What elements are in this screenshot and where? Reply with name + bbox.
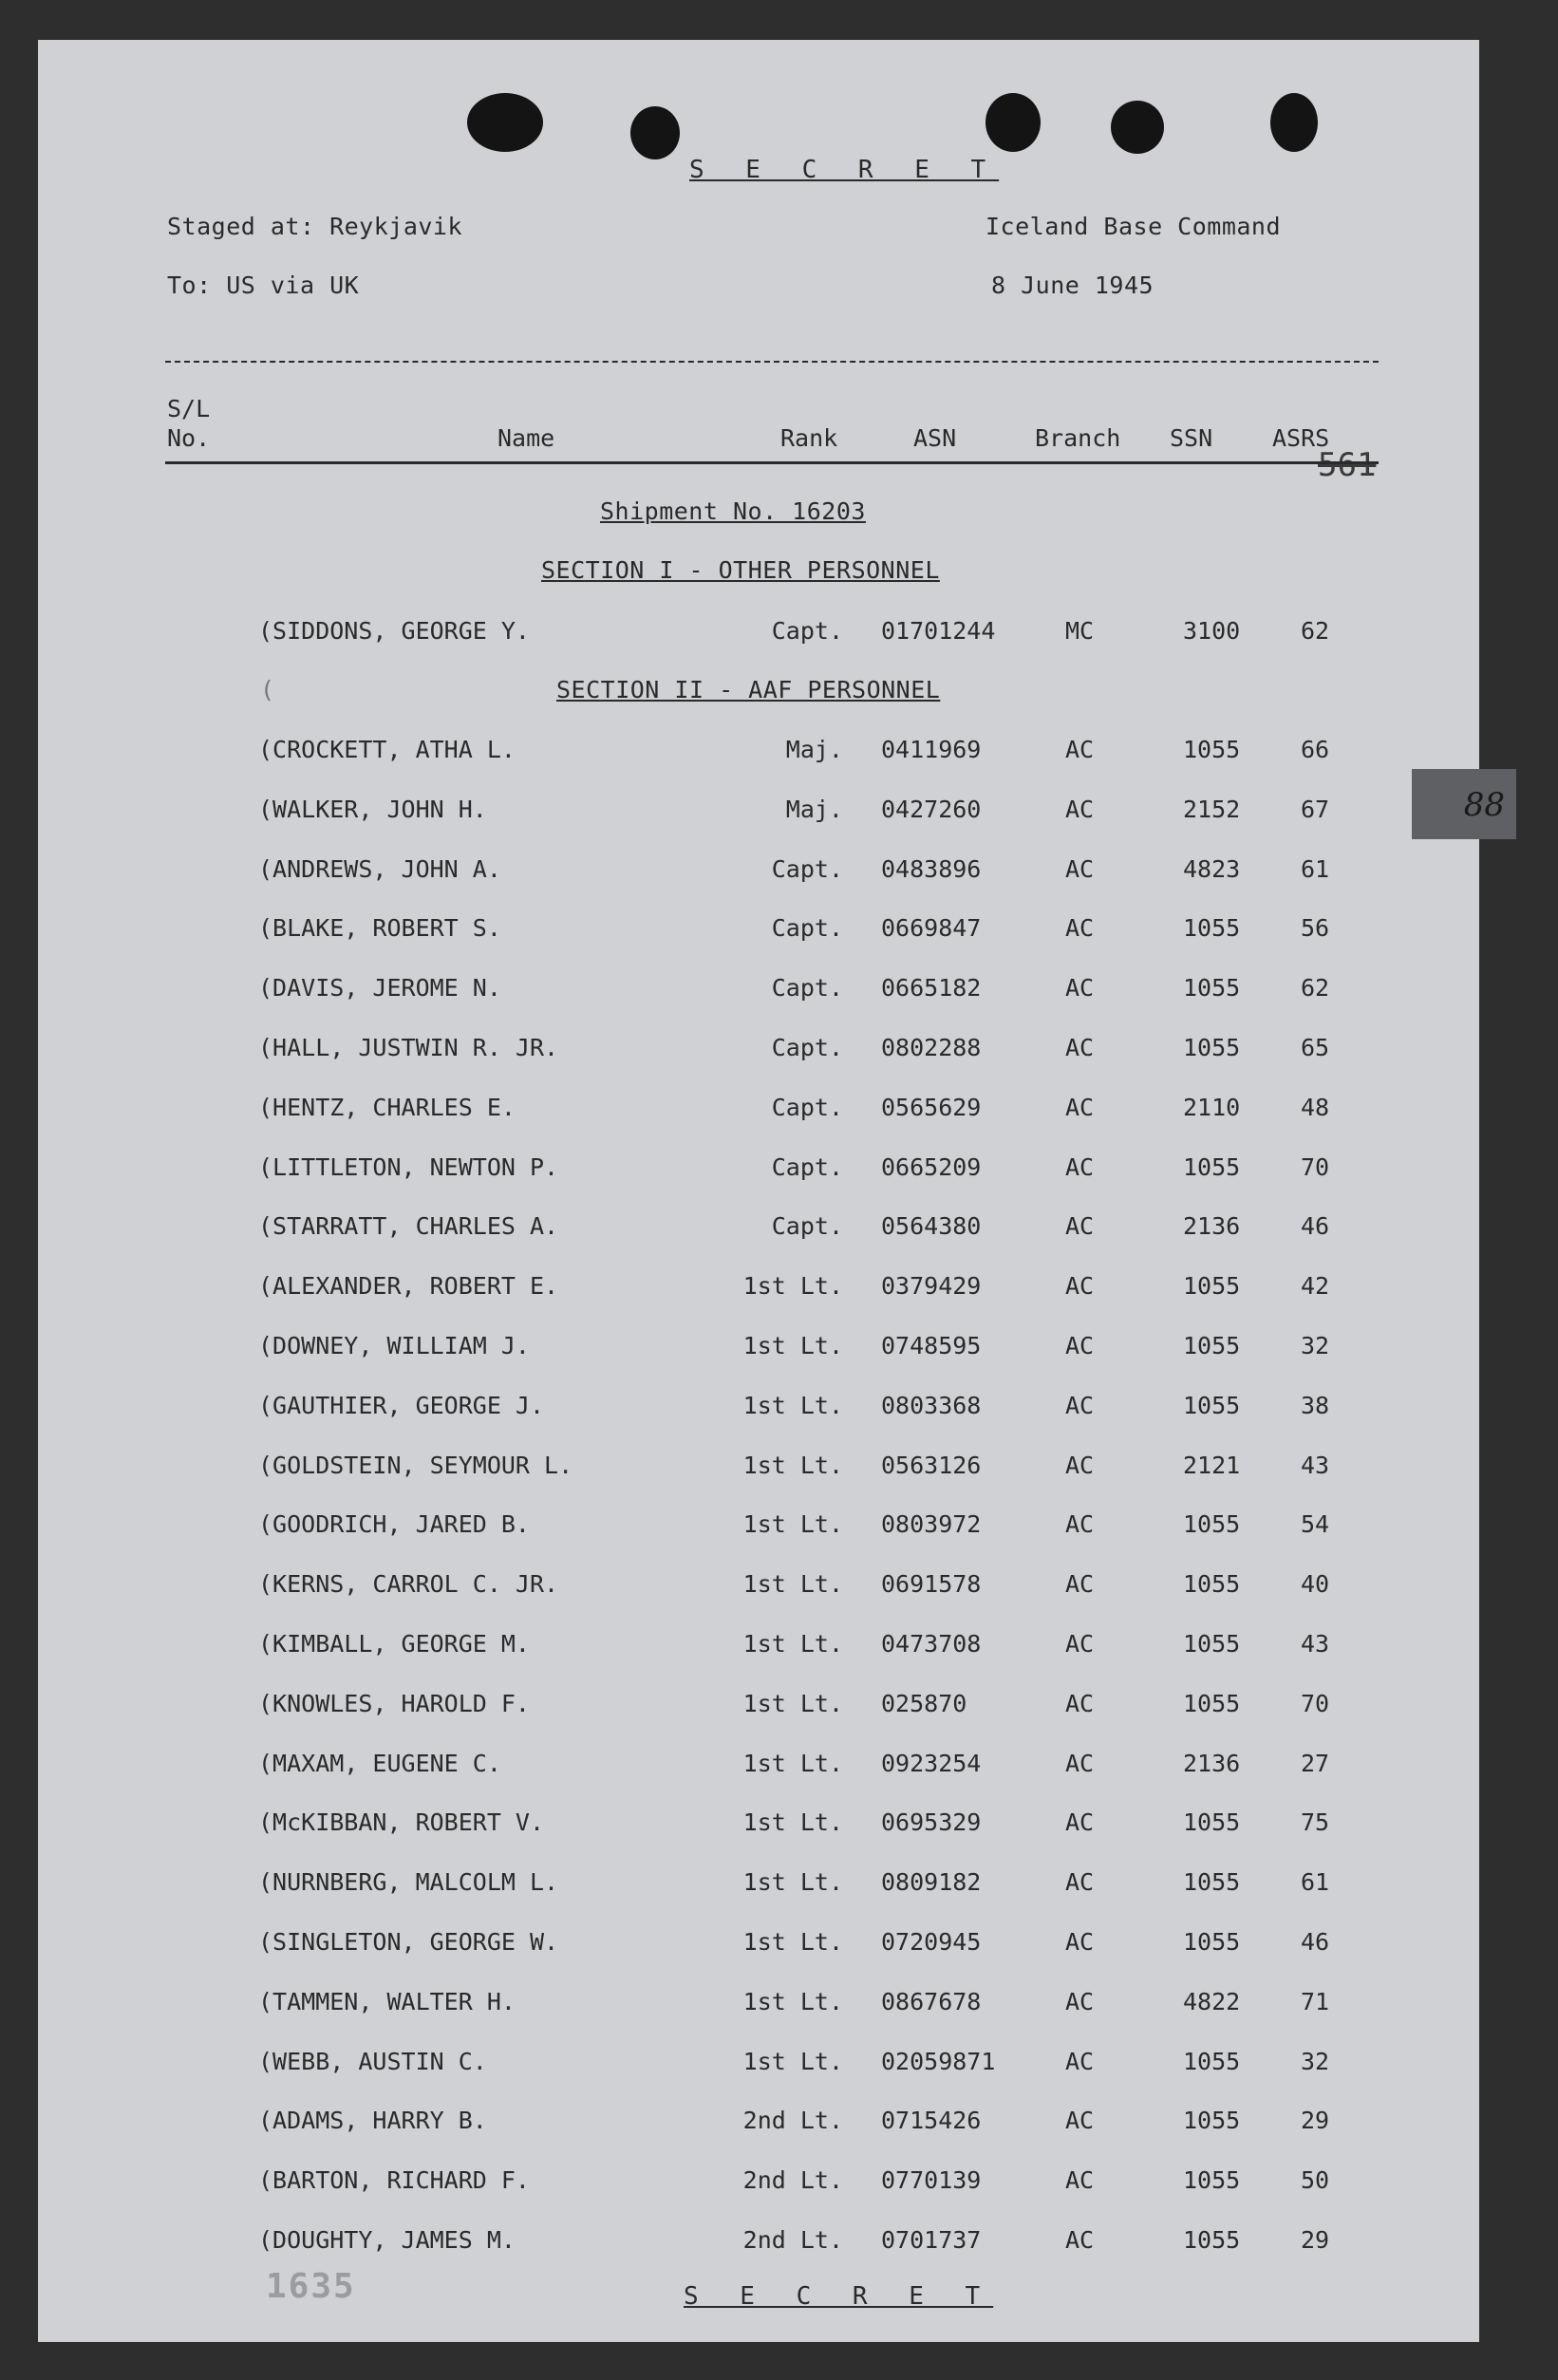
cell-name: (SINGLETON, GEORGE W. [258, 1928, 559, 1956]
col-asn-header: ASN [913, 424, 957, 452]
table-row [0, 796, 1558, 834]
cell-rank: 2nd Lt. [742, 2107, 843, 2135]
cell-asrs: 32 [1301, 2047, 1330, 2075]
cell-branch: AC [1065, 2226, 1095, 2254]
cell-rank: 1st Lt. [742, 1510, 843, 1539]
table-row [0, 1570, 1558, 1608]
header-solid-rule [165, 461, 1379, 464]
table-row [0, 1690, 1558, 1728]
cell-branch: AC [1065, 1987, 1095, 2015]
cell-ssn: 2121 [1183, 1451, 1241, 1479]
cell-name: (WEBB, AUSTIN C. [258, 2047, 487, 2075]
cell-branch: AC [1065, 1212, 1095, 1241]
cell-rank: 1st Lt. [742, 1928, 843, 1956]
col-sl-bottom: No. [167, 424, 211, 452]
cell-name: (LITTLETON, NEWTON P. [258, 1153, 559, 1181]
cell-asn: 0809182 [881, 1868, 982, 1897]
table-row [0, 1750, 1558, 1788]
cell-asrs: 29 [1301, 2226, 1330, 2254]
cell-rank: 1st Lt. [742, 1689, 843, 1717]
table-row [0, 1272, 1558, 1310]
asrs-stamp: 561 [1318, 446, 1377, 484]
cell-branch: AC [1065, 736, 1095, 763]
cell-asrs: 62 [1301, 974, 1330, 1003]
cell-rank: 1st Lt. [742, 1808, 843, 1837]
cell-branch: AC [1065, 1034, 1095, 1061]
cell-name: (GOODRICH, JARED B. [258, 1510, 530, 1539]
cell-asn: 0411969 [881, 736, 982, 763]
cell-asn: 0473708 [881, 1630, 982, 1658]
cell-asn: 0665209 [881, 1153, 982, 1181]
cell-branch: AC [1065, 1272, 1095, 1301]
punch-hole [1270, 93, 1318, 152]
punch-hole [1111, 101, 1164, 154]
table-row [0, 617, 1558, 655]
cell-asn: 0803368 [881, 1391, 982, 1419]
cell-ssn: 1055 [1183, 2047, 1241, 2075]
table-row [0, 1392, 1558, 1430]
cell-rank: 1st Lt. [742, 1391, 843, 1419]
cell-branch: AC [1065, 854, 1095, 883]
punch-hole [630, 106, 680, 159]
table-row [0, 914, 1558, 952]
cell-rank: 1st Lt. [742, 1332, 843, 1359]
cell-ssn: 1055 [1183, 1510, 1241, 1539]
cell-branch: AC [1065, 1451, 1095, 1479]
page-number-tab [1412, 769, 1516, 839]
cell-rank: Capt. [771, 1212, 843, 1241]
cell-name: (MAXAM, EUGENE C. [258, 1749, 501, 1777]
cell-name: (STARRATT, CHARLES A. [258, 1212, 559, 1241]
cell-name: (NURNBERG, MALCOLM L. [258, 1868, 559, 1897]
cell-rank: Capt. [771, 1093, 843, 1121]
cell-asn: 0803972 [881, 1510, 982, 1539]
cell-ssn: 1055 [1183, 1034, 1241, 1061]
col-rank-header: Rank [780, 424, 838, 452]
cell-asrs: 43 [1301, 1630, 1330, 1658]
cell-rank: Capt. [771, 1153, 843, 1181]
cell-asn: 01701244 [881, 617, 996, 645]
table-row [0, 2226, 1558, 2264]
cell-branch: AC [1065, 1510, 1095, 1539]
cell-ssn: 4823 [1183, 854, 1241, 883]
cell-branch: AC [1065, 914, 1095, 943]
cell-asn: 0770139 [881, 2166, 982, 2195]
cell-ssn: 1055 [1183, 736, 1241, 763]
cell-ssn: 1055 [1183, 1630, 1241, 1658]
shipment-number: Shipment No. 16203 [600, 497, 866, 525]
cell-rank: Capt. [771, 1034, 843, 1061]
punch-hole [467, 93, 543, 152]
cell-name: (KNOWLES, HAROLD F. [258, 1689, 530, 1717]
command-label: Iceland Base Command [985, 213, 1282, 240]
cell-name: (TAMMEN, WALTER H. [258, 1987, 516, 2015]
cell-name: (CROCKETT, ATHA L. [258, 736, 516, 763]
cell-rank: 1st Lt. [742, 1570, 843, 1599]
cell-name: (ANDREWS, JOHN A. [258, 854, 501, 883]
cell-asrs: 27 [1301, 1749, 1330, 1777]
cell-asn: 0701737 [881, 2226, 982, 2254]
table-row [0, 2048, 1558, 2086]
cell-asn: 0564380 [881, 1212, 982, 1241]
header-dashed-rule [165, 361, 1379, 363]
cell-rank: 2nd Lt. [742, 2166, 843, 2195]
col-branch-header: Branch [1035, 424, 1121, 452]
cell-branch: AC [1065, 1391, 1095, 1419]
cell-asn: 0379429 [881, 1272, 982, 1301]
cell-rank: 1st Lt. [742, 2047, 843, 2075]
cell-asn: 0483896 [881, 854, 982, 883]
cell-asrs: 32 [1301, 1332, 1330, 1359]
table-row [0, 736, 1558, 774]
table-row [0, 1452, 1558, 1490]
destination-label: To: US via UK [167, 272, 360, 299]
cell-name: (SIDDONS, GEORGE Y. [258, 617, 530, 645]
cell-ssn: 1055 [1183, 2226, 1241, 2254]
cell-name: (DAVIS, JEROME N. [258, 974, 501, 1003]
cell-branch: AC [1065, 795, 1095, 823]
table-row [0, 1928, 1558, 1966]
cell-name: (HALL, JUSTWIN R. JR. [258, 1034, 559, 1061]
cell-asn: 0565629 [881, 1093, 982, 1121]
table-row [0, 1332, 1558, 1370]
cell-asrs: 48 [1301, 1093, 1330, 1121]
bottom-secret-title: S E C R E T [684, 2282, 994, 2311]
cell-rank: 1st Lt. [742, 1987, 843, 2015]
cell-name: (HENTZ, CHARLES E. [258, 1093, 516, 1121]
table-row [0, 1034, 1558, 1072]
cell-asn: 0715426 [881, 2107, 982, 2135]
cell-ssn: 1055 [1183, 1868, 1241, 1897]
cell-asn: 0748595 [881, 1332, 982, 1359]
cell-asrs: 61 [1301, 1868, 1330, 1897]
cell-asrs: 42 [1301, 1272, 1330, 1301]
col-asrs-header: ASRS [1272, 424, 1330, 452]
cell-asn: 0867678 [881, 1987, 982, 2015]
cell-ssn: 1055 [1183, 2166, 1241, 2195]
cell-rank: 1st Lt. [742, 1630, 843, 1658]
cell-branch: AC [1065, 1689, 1095, 1717]
cell-branch: AC [1065, 2166, 1095, 2195]
cell-rank: Capt. [771, 914, 843, 943]
cell-asrs: 40 [1301, 1570, 1330, 1599]
cell-branch: MC [1065, 617, 1095, 645]
cell-ssn: 1055 [1183, 1391, 1241, 1419]
table-row [0, 1988, 1558, 2026]
table-row [0, 1094, 1558, 1132]
cell-asn: 025870 [881, 1689, 967, 1717]
date-label: 8 June 1945 [991, 272, 1154, 299]
cell-branch: AC [1065, 1630, 1095, 1658]
cell-ssn: 1055 [1183, 1689, 1241, 1717]
cell-asn: 0427260 [881, 795, 982, 823]
cell-rank: 2nd Lt. [742, 2226, 843, 2254]
cell-ssn: 1055 [1183, 1928, 1241, 1956]
cell-asn: 0691578 [881, 1570, 982, 1599]
cell-name: (KERNS, CARROL C. JR. [258, 1570, 559, 1599]
cell-name: (McKIBBAN, ROBERT V. [258, 1808, 545, 1837]
cell-asn: 02059871 [881, 2047, 996, 2075]
cell-asn: 0923254 [881, 1749, 982, 1777]
cell-name: (BLAKE, ROBERT S. [258, 914, 501, 943]
staged-at-label: Staged at: Reykjavik [167, 213, 463, 240]
cell-asrs: 70 [1301, 1689, 1330, 1717]
cell-ssn: 1055 [1183, 914, 1241, 943]
cell-asrs: 61 [1301, 854, 1330, 883]
cell-ssn: 1055 [1183, 1153, 1241, 1181]
cell-branch: AC [1065, 974, 1095, 1003]
cell-name: (GOLDSTEIN, SEYMOUR L. [258, 1451, 573, 1479]
cell-asn: 0669847 [881, 914, 982, 943]
cell-asrs: 54 [1301, 1510, 1330, 1539]
cell-name: (DOUGHTY, JAMES M. [258, 2226, 516, 2254]
cell-name: (WALKER, JOHN H. [258, 795, 487, 823]
cell-asrs: 29 [1301, 2107, 1330, 2135]
punch-hole [985, 93, 1041, 152]
cell-branch: AC [1065, 1153, 1095, 1181]
cell-branch: AC [1065, 1749, 1095, 1777]
cell-branch: AC [1065, 1868, 1095, 1897]
table-row [0, 1808, 1558, 1846]
cell-ssn: 1055 [1183, 1570, 1241, 1599]
cell-asrs: 65 [1301, 1034, 1330, 1061]
cell-rank: 1st Lt. [742, 1868, 843, 1897]
cell-asrs: 62 [1301, 617, 1330, 645]
section-2-heading: SECTION II - AAF PERSONNEL [556, 676, 941, 703]
table-row [0, 1153, 1558, 1191]
cell-rank: Capt. [771, 617, 843, 645]
col-ssn-header: SSN [1170, 424, 1213, 452]
cell-rank: Capt. [771, 974, 843, 1003]
table-row [0, 1868, 1558, 1906]
table-row [0, 1630, 1558, 1668]
cell-asrs: 38 [1301, 1391, 1330, 1419]
cell-ssn: 1055 [1183, 974, 1241, 1003]
table-row [0, 1510, 1558, 1548]
cell-name: (ALEXANDER, ROBERT E. [258, 1272, 559, 1301]
cell-ssn: 1055 [1183, 1808, 1241, 1837]
cell-asrs: 66 [1301, 736, 1330, 763]
cell-asrs: 71 [1301, 1987, 1330, 2015]
page-number: 88 [1463, 786, 1505, 824]
cell-ssn: 2152 [1183, 795, 1241, 823]
table-row [0, 855, 1558, 893]
cell-rank: 1st Lt. [742, 1451, 843, 1479]
section-1-heading: SECTION I - OTHER PERSONNEL [541, 556, 940, 584]
cell-ssn: 2136 [1183, 1749, 1241, 1777]
cell-asrs: 67 [1301, 795, 1330, 823]
cell-name: (DOWNEY, WILLIAM J. [258, 1332, 530, 1359]
cell-branch: AC [1065, 1808, 1095, 1837]
cell-asrs: 46 [1301, 1928, 1330, 1956]
cell-asrs: 46 [1301, 1212, 1330, 1241]
cell-asn: 0720945 [881, 1928, 982, 1956]
table-row [0, 2166, 1558, 2204]
cell-branch: AC [1065, 2047, 1095, 2075]
cell-ssn: 4822 [1183, 1987, 1241, 2015]
cell-ssn: 1055 [1183, 1272, 1241, 1301]
cell-rank: Maj. [785, 795, 843, 823]
table-row [0, 2107, 1558, 2145]
cell-asn: 0563126 [881, 1451, 982, 1479]
cell-asrs: 43 [1301, 1451, 1330, 1479]
cell-name: (ADAMS, HARRY B. [258, 2107, 487, 2135]
cell-branch: AC [1065, 1332, 1095, 1359]
cell-asrs: 75 [1301, 1808, 1330, 1837]
cell-branch: AC [1065, 2107, 1095, 2135]
table-row [0, 974, 1558, 1012]
cell-asrs: 56 [1301, 914, 1330, 943]
cell-asn: 0802288 [881, 1034, 982, 1061]
cell-rank: Capt. [771, 854, 843, 883]
col-name-header: Name [497, 424, 555, 452]
col-sl-top: S/L [167, 395, 211, 422]
table-row [0, 1212, 1558, 1250]
section-2-marker: ( [260, 676, 275, 703]
cell-name: (GAUTHIER, GEORGE J. [258, 1391, 545, 1419]
cell-asrs: 50 [1301, 2166, 1330, 2195]
cell-rank: 1st Lt. [742, 1749, 843, 1777]
cell-branch: AC [1065, 1928, 1095, 1956]
top-secret-title: S E C R E T [689, 156, 1000, 184]
cell-ssn: 3100 [1183, 617, 1241, 645]
cell-rank: 1st Lt. [742, 1272, 843, 1301]
page-stamp: 1635 [266, 2267, 356, 2306]
cell-name: (BARTON, RICHARD F. [258, 2166, 530, 2195]
cell-branch: AC [1065, 1093, 1095, 1121]
cell-asn: 0665182 [881, 974, 982, 1003]
cell-asn: 0695329 [881, 1808, 982, 1837]
cell-ssn: 2110 [1183, 1093, 1241, 1121]
cell-ssn: 1055 [1183, 2107, 1241, 2135]
cell-ssn: 2136 [1183, 1212, 1241, 1241]
cell-rank: Maj. [785, 736, 843, 763]
cell-ssn: 1055 [1183, 1332, 1241, 1359]
cell-branch: AC [1065, 1570, 1095, 1599]
cell-asrs: 70 [1301, 1153, 1330, 1181]
cell-name: (KIMBALL, GEORGE M. [258, 1630, 530, 1658]
